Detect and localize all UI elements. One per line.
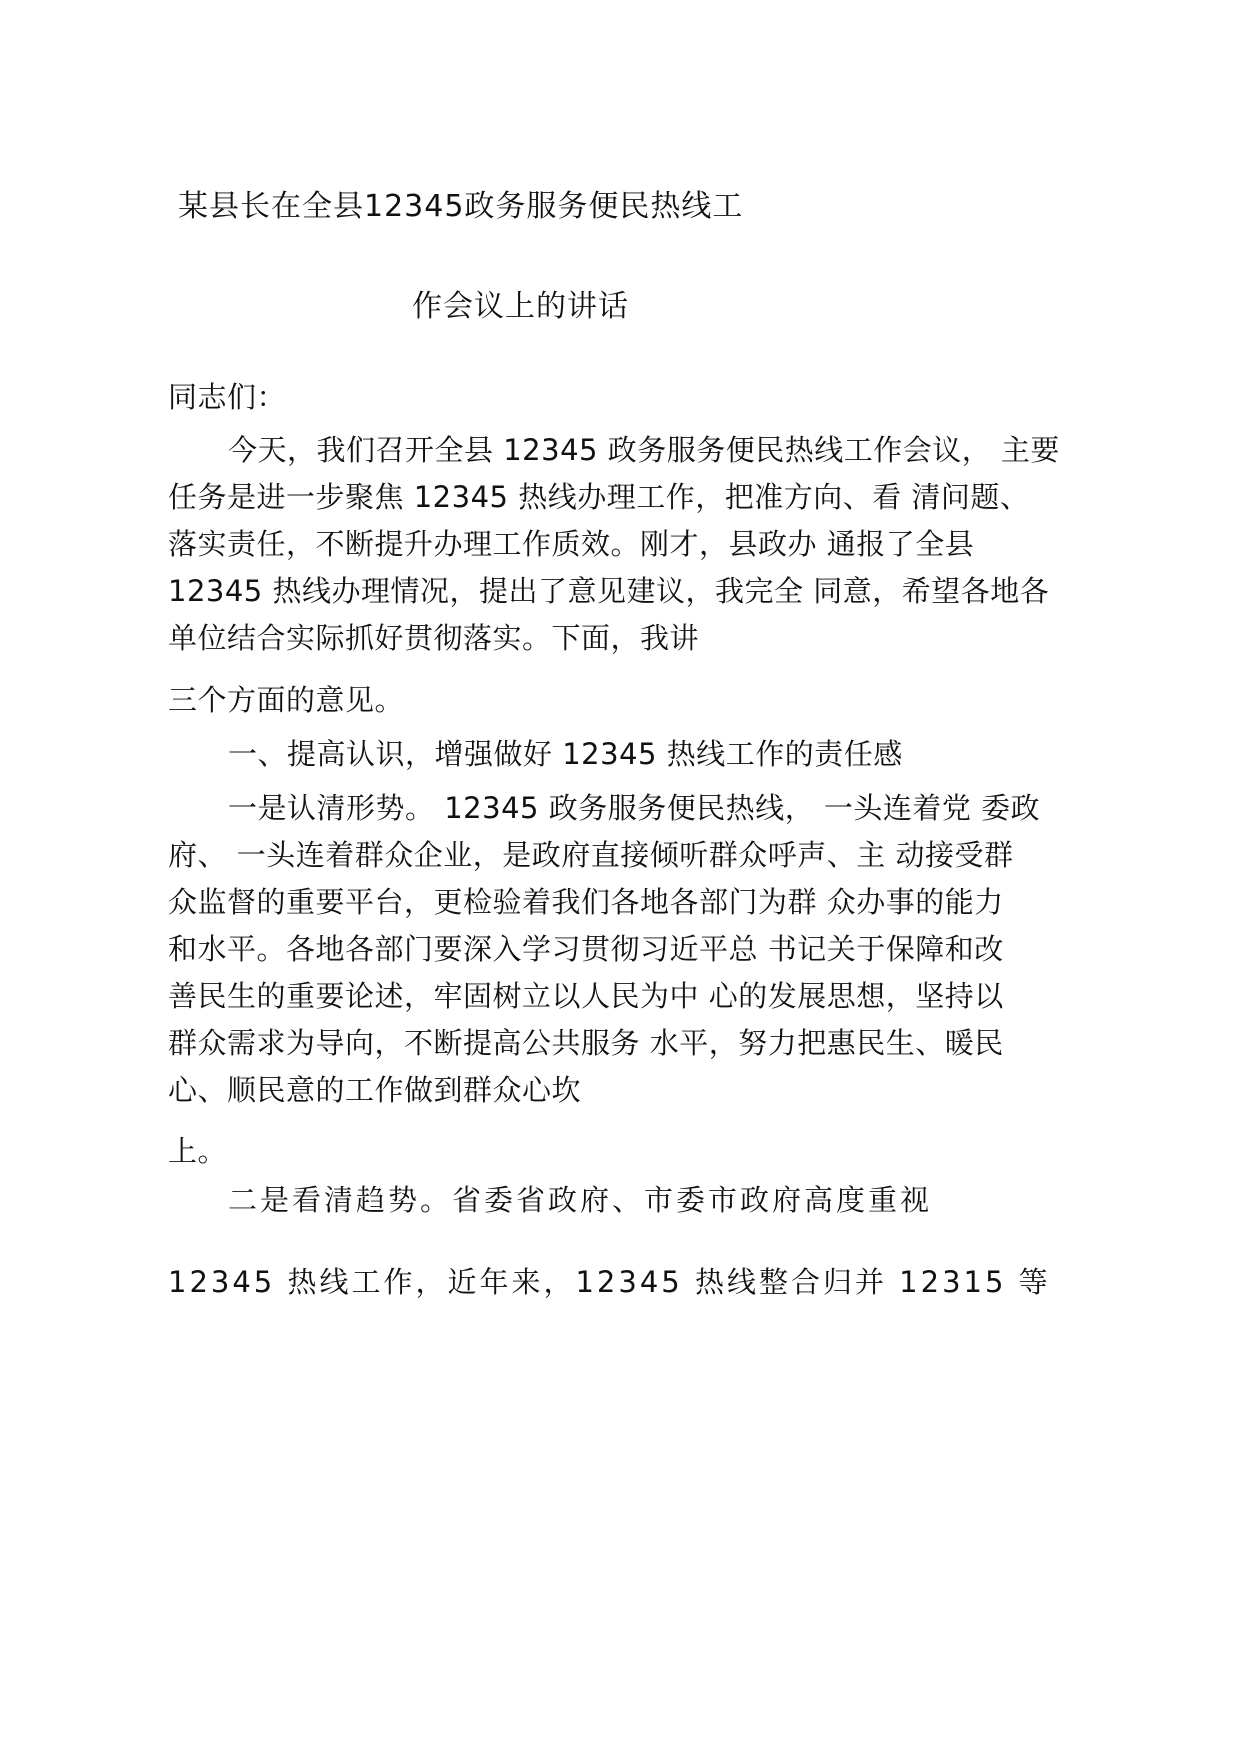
body-line: 12345 热线工作，近年来，12345 热线整合归并 12315 等	[168, 1265, 1051, 1299]
body-line: 单位结合实际抓好贯彻落实。下面，我讲	[168, 621, 700, 655]
body-line: 今天，我们召开全县 12345 政务服务便民热线工作会议， 主要	[228, 433, 1060, 467]
salutation: 同志们：	[168, 380, 287, 414]
body-line: 心、顺民意的工作做到群众心坎	[168, 1073, 582, 1107]
body-line: 善民生的重要论述，牢固树立以人民为中 心的发展思想，坚持以	[168, 979, 1004, 1013]
body-line: 任务是进一步聚焦 12345 热线办理工作，把准方向、看 清问题、	[168, 480, 1030, 514]
body-line: 落实责任，不断提升办理工作质效。刚才，县政办 通报了全县	[168, 527, 975, 561]
body-line: 众监督的重要平台，更检验着我们各地各部门为群 众办事的能力	[168, 885, 1004, 919]
body-line: 三个方面的意见。	[168, 683, 405, 717]
document-title-line-1: 某县长在全县12345政务服务便民热线工	[178, 189, 744, 224]
document-title-line-2: 作会议上的讲话	[412, 289, 629, 324]
body-line: 二是看清趋势。省委省政府、市委市政府高度重视	[228, 1183, 933, 1217]
body-line: 上。	[168, 1134, 228, 1168]
body-line: 12345 热线办理情况，提出了意见建议，我完全 同意，希望各地各	[168, 574, 1050, 608]
body-line: 府、 一头连着群众企业，是政府直接倾听群众呼声、主 动接受群	[168, 838, 1014, 872]
section-heading: 一、提高认识，增强做好 12345 热线工作的责任感	[228, 737, 903, 771]
body-line: 一是认清形势。 12345 政务服务便民热线， 一头连着党 委政	[228, 791, 1041, 825]
body-line: 群众需求为导向，不断提高公共服务 水平，努力把惠民生、暖民	[168, 1026, 1004, 1060]
body-line: 和水平。各地各部门要深入学习贯彻习近平总 书记关于保障和改	[168, 932, 1004, 966]
